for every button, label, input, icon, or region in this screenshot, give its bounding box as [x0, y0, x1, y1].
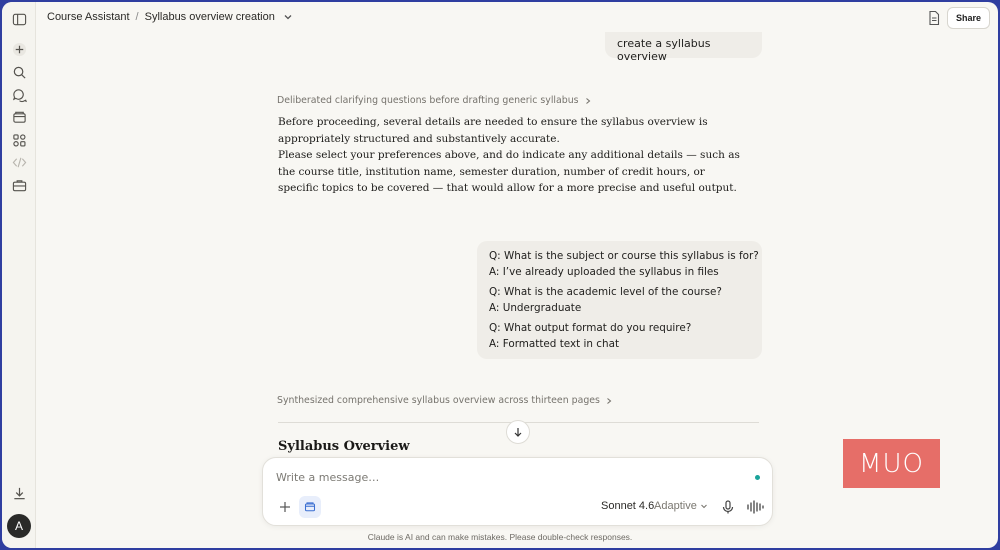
breadcrumb	[47, 11, 293, 23]
waveform-icon	[746, 499, 764, 515]
qa-item	[489, 249, 762, 280]
plus-icon	[277, 499, 293, 515]
qa-item	[489, 321, 762, 352]
code-icon[interactable]	[10, 153, 28, 171]
status-dot	[755, 475, 760, 480]
new-chat-icon[interactable]	[10, 40, 28, 58]
thinking-summary[interactable]	[277, 95, 592, 106]
assistant-paragraph: Before proceeding, several details are needed to ensure the syllabus overview is appropriately structured and substantively accurate.	[278, 116, 708, 145]
disclaimer: Claude is AI and can make mistakes. Please double-check responses.	[367, 532, 633, 542]
chevron-right-icon	[605, 397, 613, 405]
breadcrumb-separator: /	[135, 11, 139, 23]
thinking-summary-label: Synthesized comprehensive syllabus overview across thirteen pages	[277, 395, 600, 406]
add-attachment-button[interactable]	[277, 499, 293, 515]
watermark-text: MUO	[859, 448, 924, 479]
assistant-paragraph: Please select your preferences above, and do indicate any additional details — such as the course title, institution name, semester duration, number of credit hours, or specific topics to be covered — that would allow for a more precise and useful output.	[278, 149, 740, 194]
app-window	[2, 2, 998, 548]
chats-icon[interactable]	[10, 86, 28, 104]
sidebar-toggle-icon[interactable]	[10, 10, 28, 28]
projects-icon[interactable]	[10, 108, 28, 126]
arrow-down-icon	[512, 426, 524, 438]
search-icon[interactable]	[10, 63, 28, 81]
qa-answer: A: I’ve already uploaded the syllabus in files	[489, 265, 719, 278]
model-mode-label: Adaptive	[654, 500, 697, 512]
qa-question: Q: What is the subject or course this syllabus is for?	[489, 250, 759, 262]
qa-answer: A: Undergraduate	[489, 301, 582, 314]
user-answers-message	[477, 241, 762, 359]
share-button[interactable]: Share	[947, 7, 990, 29]
artifacts-icon[interactable]	[10, 131, 28, 149]
watermark-logo	[843, 439, 940, 488]
thinking-summary[interactable]	[277, 395, 613, 406]
user-message: create a syllabus overview	[605, 32, 762, 58]
model-selector[interactable]: Sonnet 4.6	[601, 500, 655, 512]
chevron-right-icon	[584, 97, 592, 105]
qa-question: Q: What is the academic level of the course?	[489, 286, 722, 298]
sidebar	[2, 2, 36, 548]
breadcrumb-project[interactable]: Course Assistant	[47, 11, 130, 23]
model-mode-selector[interactable]	[654, 500, 708, 512]
download-icon[interactable]	[10, 484, 28, 502]
chevron-down-icon	[700, 502, 708, 510]
voice-mode-button[interactable]	[746, 499, 764, 515]
briefcase-icon[interactable]	[10, 176, 28, 194]
chevron-down-icon[interactable]	[283, 12, 293, 22]
qa-item	[489, 285, 762, 316]
document-icon[interactable]	[926, 10, 942, 26]
microphone-button[interactable]	[720, 499, 736, 515]
microphone-icon	[720, 499, 736, 515]
scroll-down-button[interactable]	[506, 420, 530, 444]
avatar[interactable]: A	[7, 514, 31, 538]
projects-icon	[304, 501, 316, 513]
qa-answer: A: Formatted text in chat	[489, 337, 620, 350]
chat-title[interactable]: Syllabus overview creation	[144, 11, 275, 23]
thinking-summary-label: Deliberated clarifying questions before drafting generic syllabus	[277, 95, 579, 106]
composer	[262, 457, 773, 526]
qa-question: Q: What output format do you require?	[489, 322, 692, 334]
header	[36, 2, 998, 34]
section-heading: Syllabus Overview	[278, 439, 410, 454]
project-tool-button[interactable]	[299, 496, 321, 518]
assistant-message	[278, 114, 748, 197]
message-input[interactable]	[276, 471, 736, 484]
